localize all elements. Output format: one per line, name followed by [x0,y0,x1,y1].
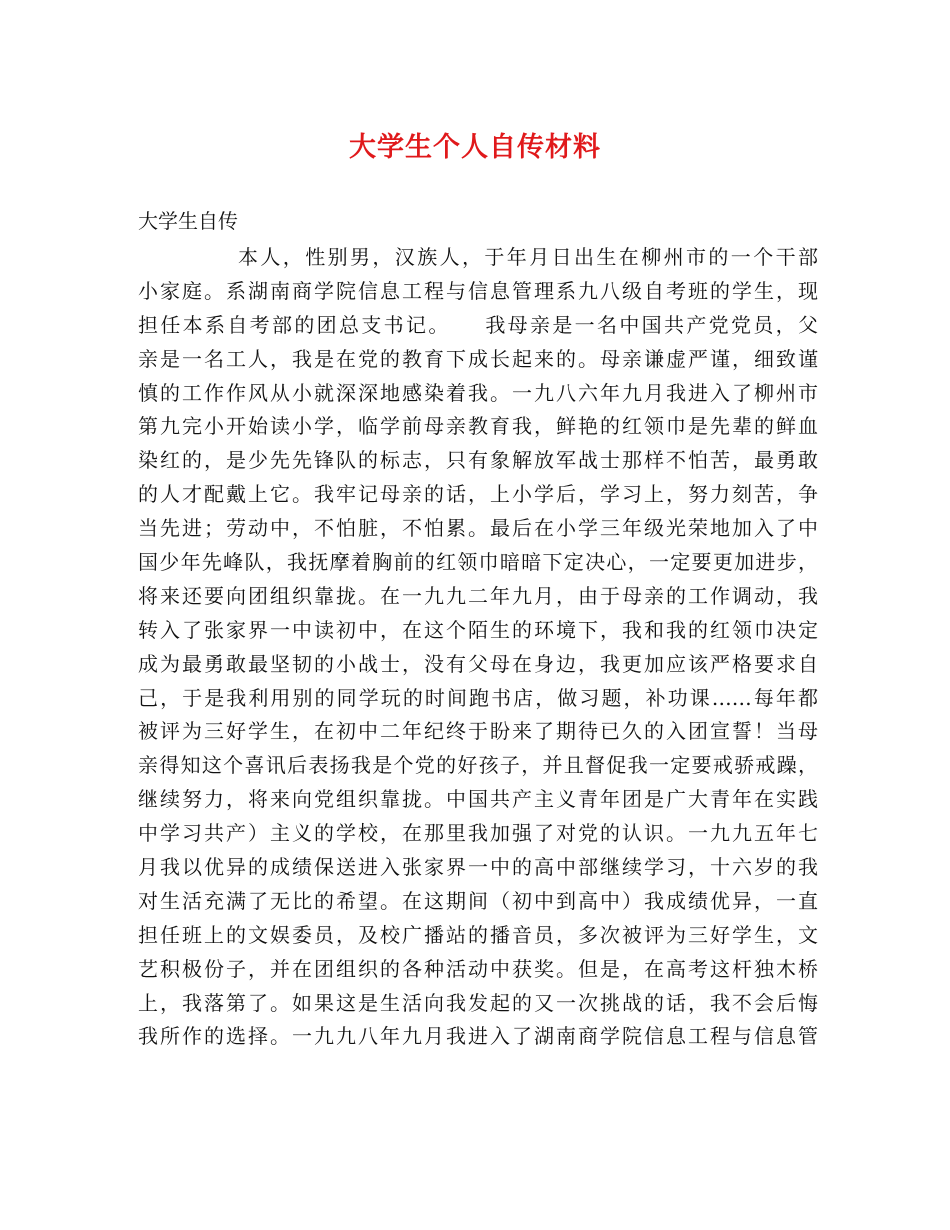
body-text-line: 染红的，是少先先锋队的标志，只有象解放军战士那样不怕苦，最勇敢 [138,448,818,473]
document-subtitle: 大学生自传 [138,209,238,233]
body-text-line: 国少年先峰队，我抚摩着胸前的红领巾暗暗下定决心，一定要更加进步， [138,550,818,575]
document-title: 大学生个人自传材料 [349,132,601,163]
body-text-line: 担任班上的文娱委员，及校广播站的播音员，多次被评为三好学生，文 [138,922,818,947]
body-text-line: 上，我落第了。如果这是生活向我发起的又一次挑战的话，我不会后悔 [138,990,818,1015]
body-text-line: 担任本系自考部的团总支书记。 我母亲是一名中国共产党党员，父 [138,312,818,337]
body-text-line: 对生活充满了无比的希望。在这期间（初中到高中）我成绩优异，一直 [138,888,818,913]
body-text-line: 成为最勇敢最坚韧的小战士，没有父母在身边，我更加应该严格要求自 [138,651,818,676]
body-text-line: 转入了张家界一中读初中，在这个陌生的环境下，我和我的红领巾决定 [138,617,818,642]
body-text-line: 慎的工作作风从小就深深地感染着我。一九八六年九月我进入了柳州市 [138,380,818,405]
body-text-line: 本人，性别男，汉族人，于年月日出生在柳州市的一个干部 [238,245,818,269]
body-text-line: 亲得知这个喜讯后表扬我是个党的好孩子，并且督促我一定要戒骄戒躁， [138,753,818,778]
body-text-line: 被评为三好学生，在初中二年纪终于盼来了期待已久的入团宣誓！当母 [138,719,818,744]
body-text-line: 继续努力，将来向党组织靠拢。中国共产主义青年团是广大青年在实践 [138,787,818,812]
body-text-line: 月我以优异的成绩保送进入张家界一中的高中部继续学习，十六岁的我 [138,855,818,880]
body-text-line: 己，于是我利用别的同学玩的时间跑书店，做习题，补功课……每年都 [138,685,818,710]
body-text-line: 艺积极份子，并在团组织的各种活动中获奖。但是，在高考这杆独木桥 [138,956,818,981]
body-text-line: 我所作的选择。一九九八年九月我进入了湖南商学院信息工程与信息管 [138,1024,818,1049]
body-text-line: 将来还要向团组织靠拢。在一九九二年九月，由于母亲的工作调动，我 [138,583,818,608]
body-text-line: 第九完小开始读小学，临学前母亲教育我，鲜艳的红领巾是先辈的鲜血 [138,414,818,439]
document-body [138,241,818,1054]
body-text-line: 的人才配戴上它。我牢记母亲的话，上小学后，学习上，努力刻苦，争 [138,482,818,507]
body-text-line: 亲是一名工人，我是在党的教育下成长起来的。母亲谦虚严谨，细致谨 [138,346,818,371]
body-text-line: 小家庭。系湖南商学院信息工程与信息管理系九八级自考班的学生，现 [138,278,818,303]
body-text-line: 中学习共产）主义的学校，在那里我加强了对党的认识。一九九五年七 [138,821,818,846]
body-text-line: 当先进；劳动中，不怕脏，不怕累。最后在小学三年级光荣地加入了中 [138,516,818,541]
